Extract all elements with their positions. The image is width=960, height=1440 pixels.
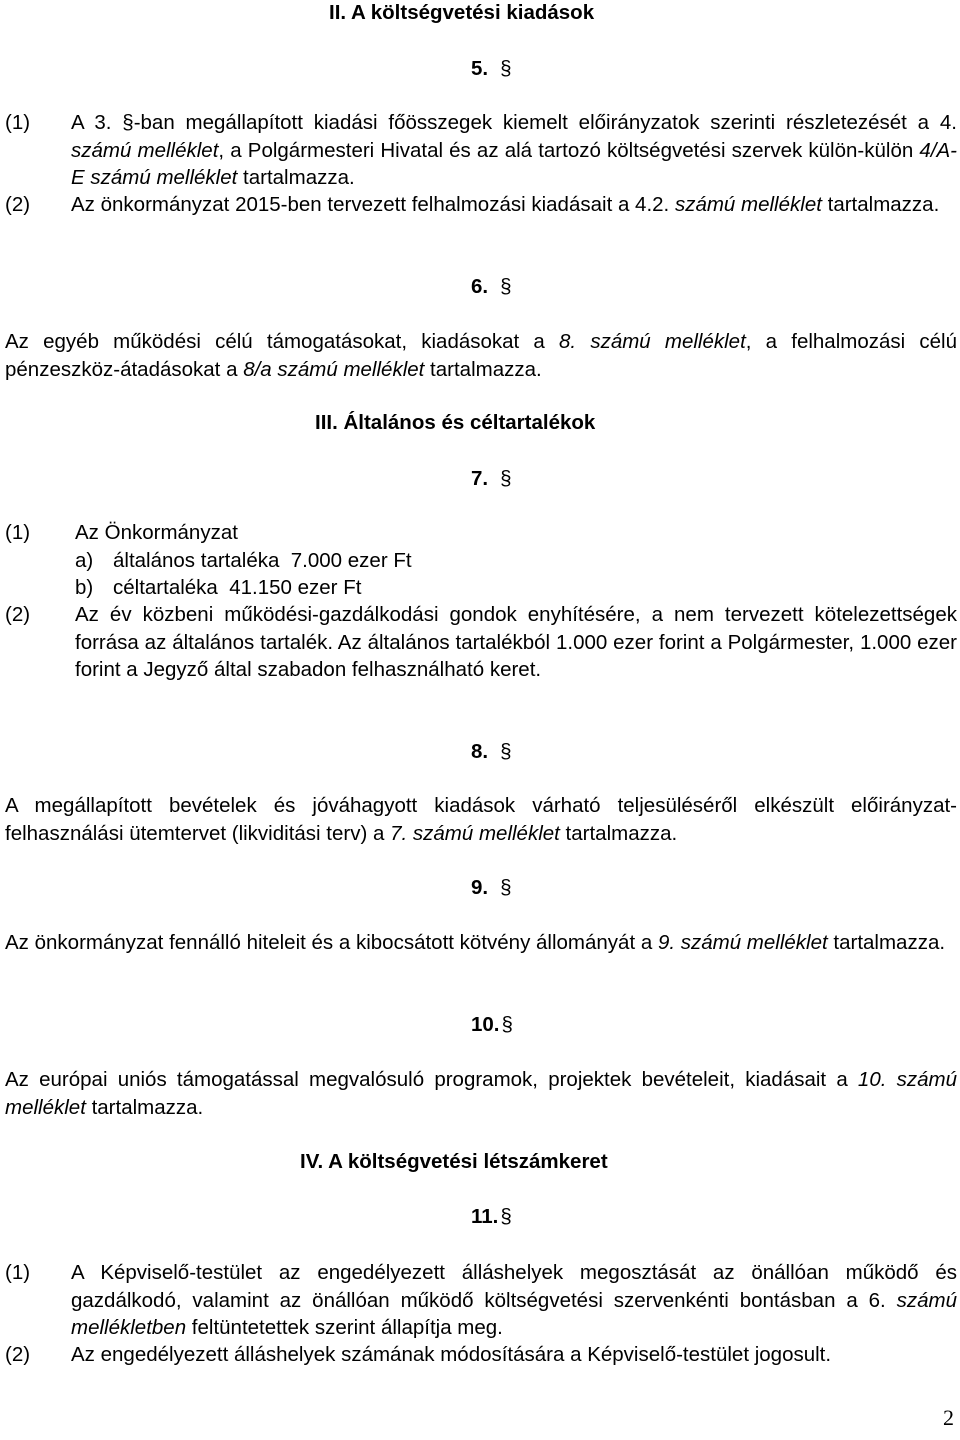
paragraph-number: (1) [5, 1261, 31, 1284]
section-number: 7. [471, 467, 489, 490]
paragraph-symbol: § [500, 275, 512, 298]
section-number: 6. [471, 275, 489, 298]
section-8-text: A megállapított bevételek és jóváhagyott kiadások várható teljesüléséről elkészült előirányzat-felhasználási ütemtervet (likviditási terv) a 7. számú melléklet tartalmazza. [5, 794, 957, 845]
section-5-title [471, 55, 512, 83]
paragraph-text: A 3. §-ban megállapított kiadási főösszegek kiemelt előirányzatok szerinti részletezését a 4. számú melléklet, a Polgármesteri Hivatal és az alá tartozó költségvetési szervek külön-külön 4/A-E számú melléklet tartalmazza. [71, 111, 957, 189]
page-number: 2 [943, 1405, 954, 1430]
section-number: 10. [471, 1013, 500, 1036]
paragraph-symbol: § [500, 57, 512, 80]
section-number: 8. [471, 740, 489, 763]
item-text: céltartaléka 41.150 ezer Ft [113, 576, 362, 599]
chapter-ii-heading: II. A költségvetési kiadások [329, 1, 595, 24]
paragraph-number: (2) [5, 603, 31, 626]
section-8-title [471, 738, 512, 766]
paragraph-symbol: § [500, 467, 512, 490]
reserve-item-a [75, 547, 412, 575]
item-label: a) [75, 549, 94, 572]
section-11-title [471, 1203, 512, 1231]
reserve-item-b [75, 574, 361, 602]
section-number: 9. [471, 876, 489, 899]
paragraph-number: (1) [5, 521, 31, 544]
paragraph-text: Az Önkormányzat [75, 521, 238, 544]
item-label: b) [75, 576, 94, 599]
paragraph-symbol: § [500, 740, 512, 763]
paragraph-text: A Képviselő-testület az engedélyezett álláshelyek megosztását az önállóan működő és gazdálkodó, valamint az önállóan működő költségvetési szervenkénti bontásban a 6. számú mellékletben feltüntetettek szerint állapítja meg. [71, 1261, 957, 1339]
paragraph-number: (2) [5, 193, 31, 216]
section-number: 11. [471, 1205, 499, 1228]
section-10-text: Az európai uniós támogatással megvalósuló programok, projektek bevételeit, kiadásait a 10. számú melléklet tartalmazza. [5, 1068, 957, 1119]
paragraph-text: Az engedélyezett álláshelyek számának módosítására a Képviselő-testület jogosult. [71, 1343, 832, 1366]
paragraph-number: (2) [5, 1343, 31, 1366]
paragraph-symbol: § [501, 1013, 513, 1036]
paragraph-text: Az önkormányzat 2015-ben tervezett felhalmozási kiadásait a 4.2. számú melléklet tartalmazza. [71, 193, 940, 216]
paragraph-symbol: § [500, 1205, 512, 1228]
section-number: 5. [471, 57, 489, 80]
section-6-title [471, 273, 512, 301]
section-7-title [471, 465, 512, 493]
section-6-text: Az egyéb működési célú támogatásokat, kiadásokat a 8. számú melléklet, a felhalmozási célú pénzeszköz-átadásokat a 8/a számú melléklet tartalmazza. [5, 330, 957, 381]
section-9-title [471, 874, 512, 902]
paragraph-number: (1) [5, 111, 31, 134]
chapter-iv-heading: IV. A költségvetési létszámkeret [300, 1150, 608, 1173]
item-text: általános tartaléka 7.000 ezer Ft [113, 549, 412, 572]
chapter-iii-heading: III. Általános és céltartalékok [315, 411, 596, 434]
paragraph-text: Az év közbeni működési-gazdálkodási gondok enyhítésére, a nem tervezett kötelezettségek forrása az általános tartalék. Az általános tartalékból 1.000 ezer forint a Polgármester, 1.000 ezer forint a Jegyző által szabadon felhasználható keret. [75, 603, 957, 681]
section-9-text: Az önkormányzat fennálló hiteleit és a kibocsátott kötvény állományát a 9. számú melléklet tartalmazza. [5, 931, 946, 954]
section-10-title [471, 1011, 513, 1039]
paragraph-symbol: § [500, 876, 512, 899]
